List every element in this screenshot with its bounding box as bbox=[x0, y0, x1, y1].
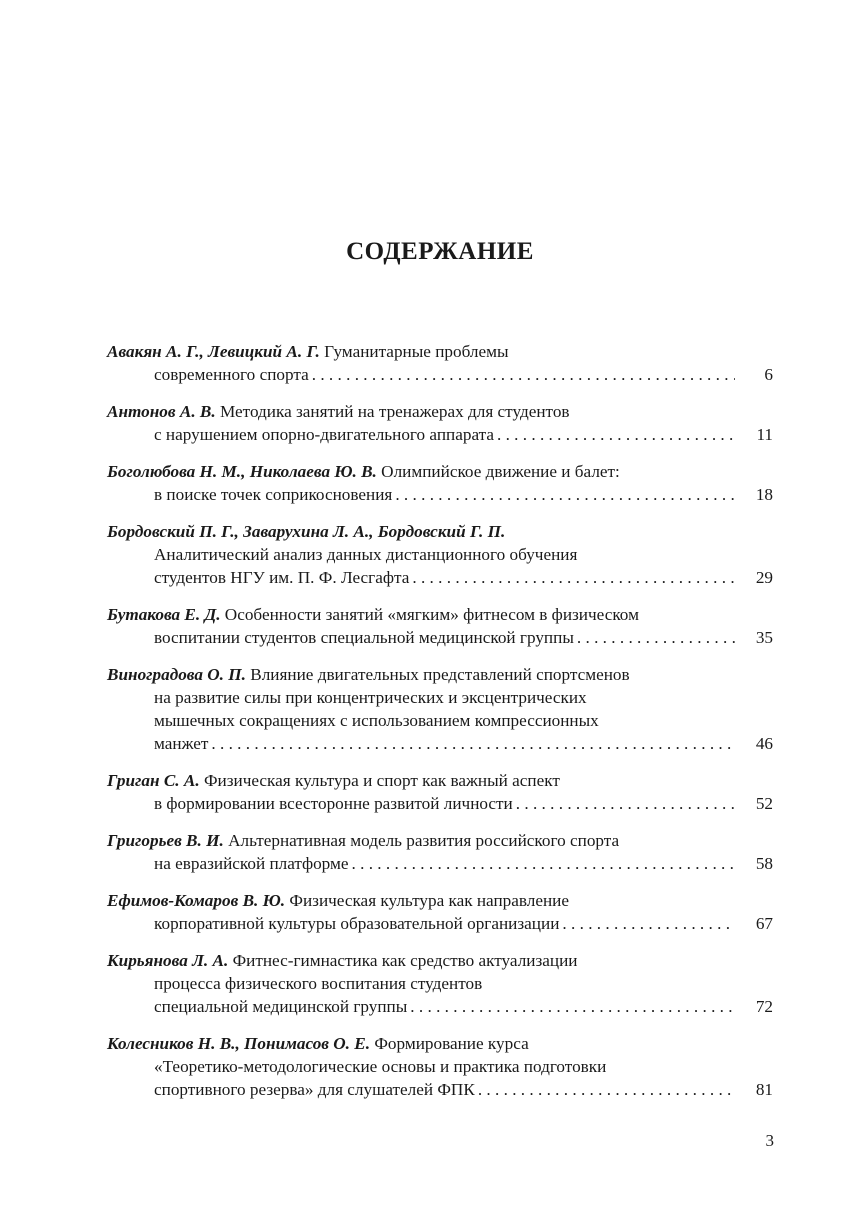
toc-entry-title-end: спортивного резерва» для слушателей ФПК bbox=[154, 1080, 475, 1099]
toc-entry-page: 29 bbox=[755, 568, 773, 587]
toc-entry-title: Аналитический анализ данных дистанционного обучения bbox=[154, 545, 578, 564]
toc-entry-first-line bbox=[107, 520, 773, 543]
toc-entry-last-line bbox=[107, 363, 773, 386]
toc-entry-authors: Виноградова О. П. bbox=[107, 665, 246, 684]
toc-entry-first-line bbox=[107, 400, 773, 423]
toc-entry-last-line bbox=[107, 995, 773, 1018]
toc-entry-page: 46 bbox=[755, 734, 773, 753]
toc-entry-title-end: с нарушением опорно-двигательного аппарата bbox=[154, 425, 494, 444]
dot-leader bbox=[410, 995, 735, 1018]
toc-entry bbox=[107, 889, 773, 935]
toc-entry bbox=[107, 340, 773, 386]
toc-entry-last-line bbox=[107, 483, 773, 506]
toc-entry-page: 58 bbox=[755, 854, 773, 873]
toc-entry-page: 81 bbox=[755, 1080, 773, 1099]
toc-entry-first-line bbox=[107, 769, 773, 792]
toc-entry-authors: Колесников Н. В., Понимасов О. Е. bbox=[107, 1034, 371, 1053]
table-of-contents bbox=[107, 340, 773, 1115]
toc-entry-authors: Кирьянова Л. А. bbox=[107, 951, 229, 970]
toc-entry-title-continued: на развитие силы при концентрических и эксцентрических bbox=[154, 688, 587, 707]
toc-entry bbox=[107, 603, 773, 649]
toc-entry-first-line bbox=[107, 949, 773, 972]
toc-entry-title: Особенности занятий «мягким» фитнесом в физическом bbox=[224, 605, 639, 624]
toc-entry bbox=[107, 460, 773, 506]
toc-entry-title: Физическая культура и спорт как важный аспект bbox=[203, 771, 560, 790]
dot-leader bbox=[478, 1078, 735, 1101]
page-title: СОДЕРЖАНИЕ bbox=[346, 238, 534, 265]
toc-entry-authors: Антонов А. В. bbox=[107, 402, 216, 421]
toc-entry-title-continued: процесса физического воспитания студентов bbox=[154, 974, 483, 993]
toc-entry-authors: Боголюбова Н. М., Николаева Ю. В. bbox=[107, 462, 377, 481]
toc-entry-title-continued: «Теоретико-методологические основы и практика подготовки bbox=[154, 1057, 607, 1076]
toc-entry-last-line bbox=[107, 423, 773, 446]
toc-entry-title: Формирование курса bbox=[374, 1034, 529, 1053]
toc-entry bbox=[107, 829, 773, 875]
dot-leader bbox=[412, 566, 735, 589]
toc-entry-authors: Григорьев В. И. bbox=[107, 831, 224, 850]
dot-leader bbox=[577, 626, 735, 649]
toc-entry-last-line bbox=[107, 912, 773, 935]
toc-entry-first-line bbox=[107, 460, 773, 483]
toc-entry bbox=[107, 663, 773, 755]
toc-entry-title: Альтернативная модель развития российского спорта bbox=[228, 831, 620, 850]
toc-entry-last-line bbox=[107, 626, 773, 649]
toc-entry-authors: Бордовский П. Г., Заварухина Л. А., Бордовский Г. П. bbox=[107, 522, 506, 541]
toc-entry-authors: Григан С. А. bbox=[107, 771, 200, 790]
toc-entry-authors: Бутакова Е. Д. bbox=[107, 605, 221, 624]
toc-entry-first-line bbox=[107, 603, 773, 626]
toc-entry-title-end: студентов НГУ им. П. Ф. Лесгафта bbox=[154, 568, 410, 587]
toc-entry-page: 72 bbox=[755, 997, 773, 1016]
dot-leader bbox=[395, 483, 735, 506]
toc-entry-title: Олимпийское движение и балет: bbox=[381, 462, 620, 481]
toc-entry bbox=[107, 1032, 773, 1101]
toc-entry-page: 6 bbox=[764, 365, 773, 384]
dot-leader bbox=[211, 732, 735, 755]
toc-entry-last-line bbox=[107, 1078, 773, 1101]
toc-entry-last-line bbox=[107, 732, 773, 755]
toc-entry-title-end: манжет bbox=[154, 734, 209, 753]
toc-entry-title-end: в поиске точек соприкосновения bbox=[154, 485, 393, 504]
toc-entry-page: 52 bbox=[755, 794, 773, 813]
toc-entry-last-line bbox=[107, 852, 773, 875]
toc-entry-first-line bbox=[107, 340, 773, 363]
toc-entry-first-line bbox=[107, 663, 773, 686]
toc-entry-title: Гуманитарные проблемы bbox=[324, 342, 509, 361]
toc-entry-title: Фитнес-гимнастика как средство актуализации bbox=[232, 951, 578, 970]
dot-leader bbox=[312, 363, 735, 386]
toc-entry-title-end: корпоративной культуры образовательной организации bbox=[154, 914, 560, 933]
dot-leader bbox=[516, 792, 735, 815]
toc-entry-first-line bbox=[107, 1032, 773, 1055]
toc-entry-title: Методика занятий на тренажерах для студентов bbox=[219, 402, 570, 421]
dot-leader bbox=[562, 912, 735, 935]
toc-entry bbox=[107, 400, 773, 446]
toc-entry-first-line bbox=[107, 889, 773, 912]
toc-entry bbox=[107, 769, 773, 815]
toc-entry-authors: Ефимов-Комаров В. Ю. bbox=[107, 891, 286, 910]
toc-entry-title-end: специальной медицинской группы bbox=[154, 997, 408, 1016]
toc-entry-authors: Авакян А. Г., Левицкий А. Г. bbox=[107, 342, 320, 361]
page-number: 3 bbox=[765, 1131, 774, 1150]
toc-entry-last-line bbox=[107, 566, 773, 589]
toc-entry-title: Физическая культура как направление bbox=[289, 891, 569, 910]
toc-entry-page: 11 bbox=[756, 425, 773, 444]
toc-entry-page: 18 bbox=[755, 485, 773, 504]
toc-entry-title-end: в формировании всесторонне развитой личности bbox=[154, 794, 513, 813]
toc-entry bbox=[107, 949, 773, 1018]
toc-entry-title-end: воспитании студентов специальной медицинской группы bbox=[154, 628, 574, 647]
toc-entry-title-end: на евразийской платформе bbox=[154, 854, 349, 873]
toc-entry-title-end: современного спорта bbox=[154, 365, 309, 384]
dot-leader bbox=[352, 852, 735, 875]
toc-entry-page: 35 bbox=[755, 628, 773, 647]
toc-entry-first-line bbox=[107, 829, 773, 852]
dot-leader bbox=[497, 423, 735, 446]
toc-entry-last-line bbox=[107, 792, 773, 815]
toc-entry-title-continued: мышечных сокращениях с использованием компрессионных bbox=[154, 711, 599, 730]
toc-entry bbox=[107, 520, 773, 589]
toc-entry-page: 67 bbox=[755, 914, 773, 933]
toc-entry-title: Влияние двигательных представлений спортсменов bbox=[250, 665, 630, 684]
